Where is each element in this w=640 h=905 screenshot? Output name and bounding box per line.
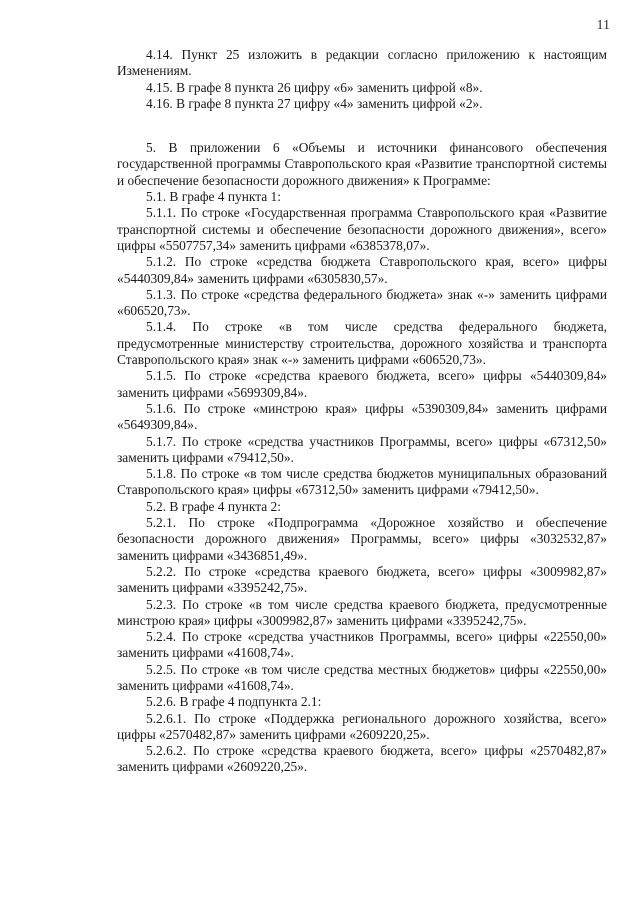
paragraph-5-2-6-1: 5.2.6.1. По строке «Поддержка регионального дорожного хозяйства, всего» цифры «2570482,87» заменить цифрами «2609220,25».: [117, 710, 607, 742]
paragraph-4-16: 4.16. В графе 8 пункта 27 цифру «4» заменить цифрой «2».: [146, 95, 483, 111]
paragraph-5-1-8: 5.1.8. По строке «в том числе средства бюджетов муниципальных образований Ставропольского края» цифры «67312,50» заменить цифрами «79412,50».: [117, 466, 607, 498]
document-body: [117, 47, 607, 776]
paragraph-5-2-2: 5.2.2. По строке «средства краевого бюджета, всего» цифры «3009982,87» заменить цифрами «3395242,75».: [117, 563, 607, 596]
paragraph-5-1: 5.1. В графе 4 пункта 1:: [146, 189, 281, 205]
paragraph-5-2-5: 5.2.5. По строке «в том числе средства местных бюджетов» цифры «22550,00» заменить цифрами «41608,74».: [117, 661, 607, 693]
paragraph-5-2: 5.2. В графе 4 пункта 2:: [146, 498, 281, 514]
paragraph-5-2-4: 5.2.4. По строке «средства участников Программы, всего» цифры «22550,00» заменить цифрами «41608,74».: [117, 629, 607, 661]
paragraph-spacer: [117, 112, 607, 140]
paragraph-5-1-1: 5.1.1. По строке «Государственная программа Ставропольского края «Развитие транспортной системы и обеспечение безопасности дорожного движения», всего» цифры «5507757,34» заменить цифрами «6385378,07».: [117, 205, 607, 253]
paragraph-5-2-6-2: 5.2.6.2. По строке «средства краевого бюджета, всего» цифры «2570482,87» заменить цифрами «2609220,25».: [117, 743, 607, 775]
paragraph-4-14: 4.14. Пункт 25 изложить в редакции согласно приложению к настоящим Изменениям.: [117, 47, 607, 79]
paragraph-5-1-5: 5.1.5. По строке «средства краевого бюджета, всего» цифры «5440309,84» заменить цифрами «5699309,84».: [117, 368, 607, 400]
paragraph-5-1-4: 5.1.4. По строке «в том числе средства федерального бюджета, предусмотренные министерству строительства, дорожного хозяйства и транспорта Ставропольского края» знак «-» заменить цифрами «606520,73».: [117, 319, 607, 368]
paragraph-5-1-3: 5.1.3. По строке «средства федерального бюджета» знак «-» заменить цифрами «606520,73».: [117, 286, 607, 319]
paragraph-5-1-7: 5.1.7. По строке «средства участников Программы, всего» цифры «67312,50» заменить цифрами «79412,50».: [117, 433, 607, 465]
page-number: 11: [596, 18, 610, 33]
paragraph-5: 5. В приложении 6 «Объемы и источники финансового обеспечения государственной программы Ставропольского края «Развитие транспортной системы и обеспечение безопасности дорожного движения» к Программе:: [117, 140, 607, 188]
paragraph-5-1-6: 5.1.6. По строке «минстрою края» цифры «5390309,84» заменить цифрами «5649309,84».: [117, 400, 607, 433]
paragraph-5-2-6: 5.2.6. В графе 4 подпункта 2.1:: [146, 694, 322, 710]
paragraph-5-2-1: 5.2.1. По строке «Подпрограмма «Дорожное хозяйство и обеспечение безопасности дорожного движения» Программы, всего» цифры «3032532,87» заменить цифрами «3436851,49».: [117, 515, 607, 563]
paragraph-5-1-2: 5.1.2. По строке «средства бюджета Ставропольского края, всего» цифры «5440309,84» заменить цифрами «6305830,57».: [117, 254, 607, 286]
paragraph-5-2-3: 5.2.3. По строке «в том числе средства краевого бюджета, предусмотренные минстрою края» цифры «3009982,87» заменить цифрами «3395242,75».: [117, 596, 607, 628]
paragraph-4-15: 4.15. В графе 8 пункта 26 цифру «6» заменить цифрой «8».: [146, 79, 483, 95]
